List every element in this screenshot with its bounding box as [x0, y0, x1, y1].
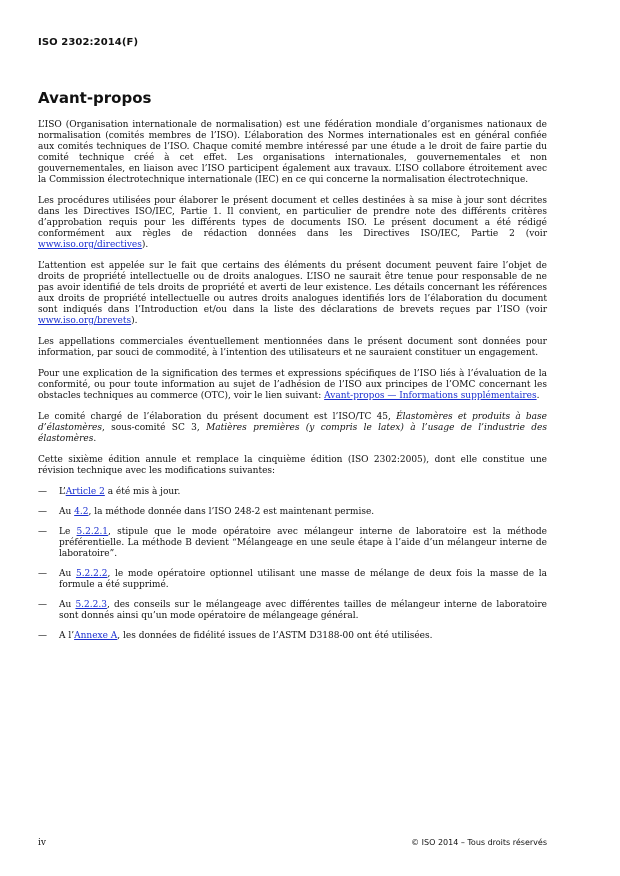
page-number: iv: [38, 838, 46, 848]
section-title: Avant-propos: [38, 89, 152, 107]
list-item: — Au 5.2.2.2, le mode opératoire optionnel utilisant une masse de mélange de deux fois la masse de la formule a été supprimé.: [38, 569, 547, 590]
paragraph-committee: Le comité chargé de l’élaboration du présent document est l’ISO/TC 45, Élastomères et produits à base d’élastomères, sous-comité SC 3, Matières premières (y compris le latex) à l’usage de l’industrie des élastomères.: [38, 412, 547, 444]
document-identifier: ISO 2302:2014(F): [38, 37, 139, 48]
paragraph-trade-names: Les appellations commerciales éventuellement mentionnées dans le présent document sont données pour information, par souci de commodité, à l’intention des utilisateurs et ne sauraient constituer un engagement.: [38, 337, 547, 358]
copyright-notice: © ISO 2014 – Tous droits réservés: [411, 838, 547, 847]
directives-link[interactable]: www.iso.org/directives: [38, 240, 142, 250]
annex-a-link[interactable]: Annexe A: [74, 631, 118, 641]
list-item: — Au 4.2, la méthode donnée dans l’ISO 248-2 est maintenant permise.: [38, 507, 375, 517]
foreword-info-link[interactable]: Avant-propos — Informations supplémentaires: [324, 391, 537, 401]
list-item: — Au 5.2.2.3, des conseils sur le mélangeage avec différentes tailles de mélangeur interne de laboratoire sont donnés ainsi qu’un mode opératoire de mélangeage général.: [38, 600, 547, 621]
changes-list: [38, 487, 547, 642]
paragraph-patents: L’attention est appelée sur le fait que certains des éléments du présent document peuvent faire l’objet de droits de propriété intellectuelle ou de droits analogues. L’ISO ne saurait être tenue pour responsable de ne pas avoir identifié de tels droits de propriété et averti de leur existence. Les détails concernant les références aux droits de propriété intellectuelle ou autres droits analogues identifiés lors de l’élaboration du document sont indiqués dans l’Introduction et/ou dans la liste des déclarations de brevets reçues par l’ISO (voir www.iso.org/brevets).: [38, 261, 547, 326]
paragraph-iso-intro: L’ISO (Organisation internationale de normalisation) est une fédération mondiale d’organismes nationaux de normalisation (comités membres de l’ISO). L’élaboration des Normes internationales est en général confiée aux comités techniques de l’ISO. Chaque comité membre intéressé par une étude a le droit de faire partie du comité technique créé à cet effet. Les organisations internationales, gouvernementales et non gouvernementales, en liaison avec l’ISO participent également aux travaux. L’ISO collabore étroitement avec la Commission électrotechnique internationale (IEC) en ce qui concerne la normalisation électrotechnique.: [38, 120, 547, 185]
paragraph-conformity: Pour une explication de la signification des termes et expressions spécifiques de l’ISO liés à l’évaluation de la conformité, ou pour toute information au sujet de l’adhésion de l’ISO aux principes de l’OMC concernant les obstacles techniques au commerce (OTC), voir le lien suivant: Avant-propos — Informations supplémentaires.: [38, 369, 547, 401]
paragraph-edition: Cette sixième édition annule et remplace la cinquième édition (ISO 2302:2005), dont elle constitue une révision technique avec les modifications suivantes:: [38, 455, 547, 476]
list-item: — A l’Annexe A, les données de fidélité issues de l’ASTM D3188-00 ont été utilisées.: [38, 631, 433, 641]
clause-5-2-2-2-link[interactable]: 5.2.2.2: [75, 569, 108, 579]
article-2-link[interactable]: Article 2: [65, 487, 105, 497]
paragraph-procedures: Les procédures utilisées pour élaborer le présent document et celles destinées à sa mise à jour sont décrites dans les Directives ISO/IEC, Partie 1. Il convient, en particulier de prendre note des différents critères d’approbation requis pour les différents types de documents ISO. Le présent document a été rédigé conformément aux règles de rédaction données dans les Directives ISO/IEC, Partie 2 (voir www.iso.org/directives).: [38, 196, 547, 250]
foreword-body: [38, 120, 547, 651]
clause-5-2-2-3-link[interactable]: 5.2.2.3: [75, 600, 107, 610]
patents-link[interactable]: www.iso.org/brevets: [38, 316, 132, 326]
list-item: — L’Article 2 a été mis à jour.: [38, 487, 181, 497]
clause-4-2-link[interactable]: 4.2: [74, 507, 89, 517]
clause-5-2-2-1-link[interactable]: 5.2.2.1: [76, 527, 109, 537]
list-item: — Le 5.2.2.1, stipule que le mode opératoire avec mélangeur interne de laboratoire est la méthode préférentielle. La méthode B devient “Mélangeage en une seule étape à l’aide d’un mélangeur interne de laboratoire”.: [38, 527, 547, 559]
